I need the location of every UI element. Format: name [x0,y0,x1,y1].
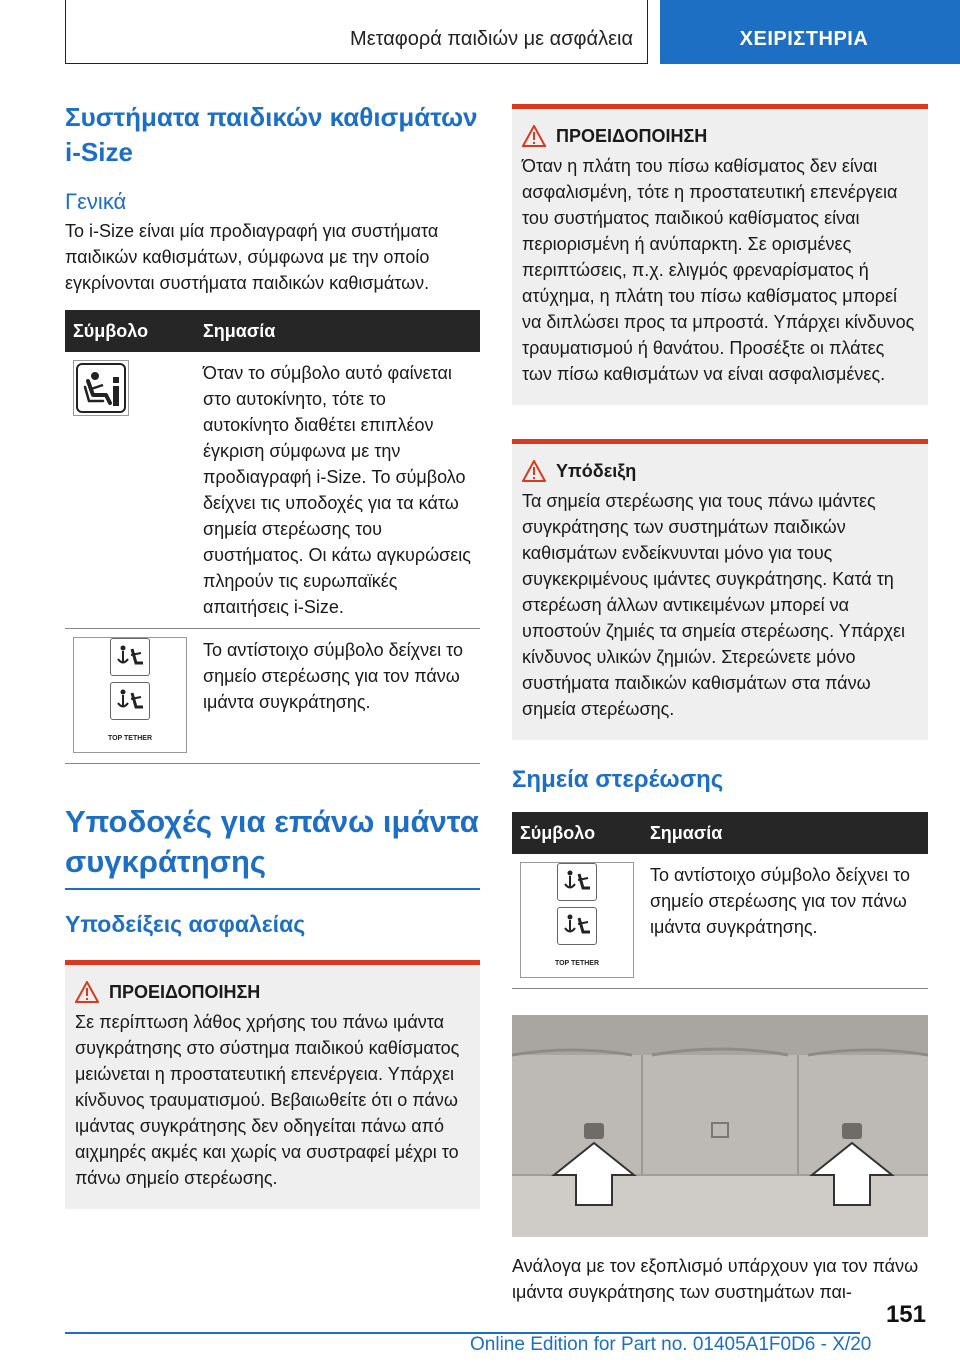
meaning-cell: Το αντίστοιχο σύμβολο δείχνει το σημείο στερέωσης για τον πάνω ιμάντα συγκράτησης. [642,854,928,989]
right-column [512,104,928,1305]
symbol-cell [65,629,195,764]
symbol-table-left [65,310,480,764]
general-text: Το i-Size είναι μία προδιαγραφή για συστήματα παιδικών καθισμάτων, σύμφωνα με την οποίο εγκρίνονται συστήματα παιδικών καθισμάτων. [65,221,439,293]
isize-title: Συστήματα παιδικών καθισμάτων i-Size [65,102,478,167]
warning-box-left [65,960,480,1209]
anchor-seat-icon [557,863,597,901]
table-header-row [512,812,928,854]
note-text: Τα σημεία στερέωσης για τους πάνω ιμάντες συγκράτησης των συστημάτων παιδικών καθισμάτων ενδείκνυνται μόνο για τους συγκεκριμένους ιμάντες συγκράτησης. Κατά τη στερέωση άλλων αντικειμένων μπορεί να υποστούν ζημιές τα σημεία στερέωσης. Υπάρχει κίνδυνος υλικών ζημιών. Στερεώνετε μόνο συστήματα παιδικών καθισμάτων στα πάνω σημεία στερέωσης. [522,491,906,719]
rear-seat-anchor-photo [512,1015,928,1237]
meaning-cell: Όταν το σύμβολο αυτό φαίνεται στο αυτοκίνητο, τότε το αυτοκίνητο διαθέτει επιπλέον έγκριση σύμφωνα με την προδιαγραφή i-Size. Το σύμβολο δείχνει τις υποδοχές για τα κάτω σημεία στερέωσης του συστήματος. Οι κάτω αγκυρώσεις πληρούν τις ευρωπαϊκές απαιτήσεις i-Size. [195,352,480,629]
header-chapter-title: ΧΕΙΡΙΣΤΗΡΙΑ [739,28,869,50]
symbol-table-right [512,812,928,989]
section-divider [65,888,480,890]
section2-title: Υποδοχές για επάνω ιμάντα συγκράτησης [65,804,479,879]
note-title-row [522,460,916,482]
anchor-heading: Σημεία στερέωσης [512,766,724,793]
footer-edition: Online Edition for Part no. 01405A1F0D6 - X/20 [470,1334,872,1355]
note-box [512,439,928,740]
anchor-seat-icon [557,907,597,945]
safety-heading: Υποδείξεις ασφαλείας [65,911,306,937]
header-section-box [65,0,648,64]
warning-text: Όταν η πλάτη του πίσω καθίσματος δεν είναι ασφαλισμένη, τότε η προστατευτική επενέργεια του συστήματος παιδικού καθίσματος είναι περιορισμένη ή ανύπαρκτη. Σε ορισμένες περιπτώσεις, π.χ. ελιγμός φρεναρίσματος ή ατύχημα, η πλάτη του πίσω καθίσματος μπορεί να διπλώσει προς τα μπροστά. Υπάρχει κίνδυνος τραυματισμού ή θανάτου. Προσέξτε οι πλάτες των πίσω καθισμάτων να είναι ασφαλισμένες. [522,156,915,384]
warning-title-row [522,125,916,147]
note-triangle-icon [522,460,546,482]
warning-triangle-icon [75,981,99,1003]
warning-title: ΠΡΟΕΙΔΟΠΟΙΗΣΗ [556,125,708,146]
warning-triangle-icon [522,125,546,147]
col-symbol-header: Σύμβολο [512,812,642,854]
anchor-seat-icon [110,638,150,676]
header-chapter-tab[interactable] [660,0,960,64]
symbol-cell [512,854,642,989]
top-tether-label: TOP TETHER [107,735,153,742]
top-tether-icon [73,637,187,753]
left-column [65,100,480,1209]
header-section-title: Μεταφορά παιδιών με ασφάλεια [350,28,633,50]
col-symbol-header: Σύμβολο [65,310,195,352]
page-header [0,0,960,64]
i-size-seat-icon [73,360,129,416]
top-tether-label: TOP TETHER [554,960,600,967]
table-header-row [65,310,480,352]
page-number: 151 [885,1301,926,1328]
col-meaning-header: Σημασία [642,812,928,854]
symbol-cell [65,352,195,629]
note-title: Υπόδειξη [556,460,637,481]
warning-box-right [512,104,928,405]
warning-text: Σε περίπτωση λάθος χρήσης του πάνω ιμάντα συγκράτησης στο σύστημα παιδικού καθίσματος μειώνεται η προστατευτική επενέργεια. Υπάρχει κίνδυνος τραυματισμού. Βεβαιωθείτε ότι ο πάνω ιμάντας συγκράτησης δεν οδηγείται πάνω από αιχμηρές ακμές και χωρίς να συστραφεί μέχρι το πάνω σημείο στερέωσης. [75,1012,460,1188]
general-heading: Γενικά [65,189,127,214]
table-row [65,629,480,764]
top-tether-icon [520,862,634,978]
meaning-cell: Το αντίστοιχο σύμβολο δείχνει το σημείο στερέωσης για τον πάνω ιμάντα συγκράτησης. [195,629,480,764]
anchor-seat-icon [110,682,150,720]
warning-title: ΠΡΟΕΙΔΟΠΟΙΗΣΗ [109,981,261,1002]
bottom-text: Ανάλογα με τον εξοπλισμό υπάρχουν για τον πάνω ιμάντα συγκράτησης των συστημάτων παι- [512,1256,919,1302]
col-meaning-header: Σημασία [195,310,480,352]
table-row [512,854,928,989]
warning-title-row [75,981,468,1003]
table-row [65,352,480,629]
